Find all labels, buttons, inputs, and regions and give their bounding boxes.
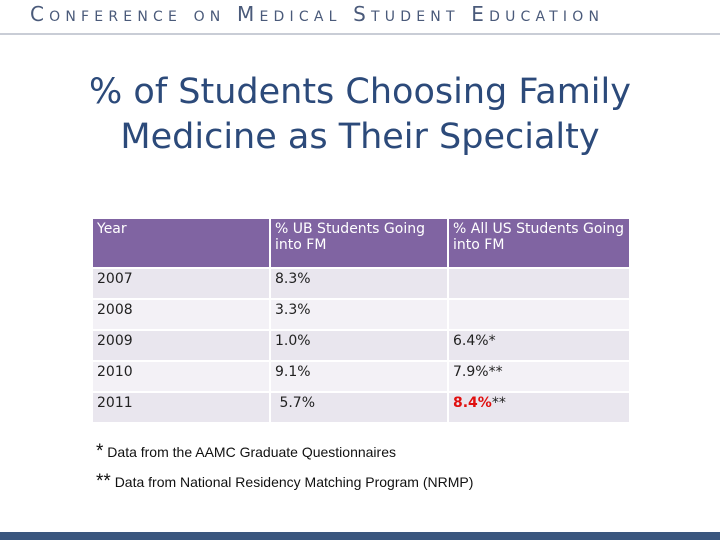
banner-title: Conference on Medical Student Education [30, 2, 605, 26]
cell-us [449, 300, 629, 329]
header-year: Year [93, 219, 269, 267]
footnote-text: Data from the AAMC Graduate Questionnaires [107, 444, 396, 460]
cell-ub: 9.1% [271, 362, 447, 391]
cell-us [449, 393, 629, 422]
table-row [93, 393, 629, 422]
value-suffix: ** [491, 395, 506, 411]
header-ub-students: % UB Students Going into FM [271, 219, 447, 267]
table-row [93, 331, 629, 360]
cell-ub: 5.7% [271, 393, 447, 422]
table-row [93, 269, 629, 298]
banner-divider [0, 33, 720, 35]
header-us-students: % All US Students Going into FM [449, 219, 629, 267]
cell-year: 2007 [93, 269, 269, 298]
footnote-mark: ** [96, 471, 111, 492]
cell-year: 2010 [93, 362, 269, 391]
cell-year: 2011 [93, 393, 269, 422]
table-row [93, 362, 629, 391]
conference-banner [0, 0, 720, 34]
table-row [93, 300, 629, 329]
cell-ub: 8.3% [271, 269, 447, 298]
footnote [96, 437, 473, 467]
footnotes [96, 437, 473, 497]
footnote-mark: * [96, 441, 104, 462]
table-header-row [93, 219, 629, 267]
cell-us: 7.9%** [449, 362, 629, 391]
cell-year: 2009 [93, 331, 269, 360]
bottom-accent-bar [0, 532, 720, 540]
cell-ub: 3.3% [271, 300, 447, 329]
footnote [96, 467, 473, 497]
slide-title: % of Students Choosing Family Medicine as Their Specialty [89, 72, 631, 157]
cell-year: 2008 [93, 300, 269, 329]
specialty-table [91, 217, 631, 424]
footnote-text: Data from National Residency Matching Program (NRMP) [114, 474, 474, 490]
cell-us [449, 269, 629, 298]
cell-us: 6.4%* [449, 331, 629, 360]
cell-ub: 1.0% [271, 331, 447, 360]
highlighted-value: 8.4% [453, 395, 492, 411]
